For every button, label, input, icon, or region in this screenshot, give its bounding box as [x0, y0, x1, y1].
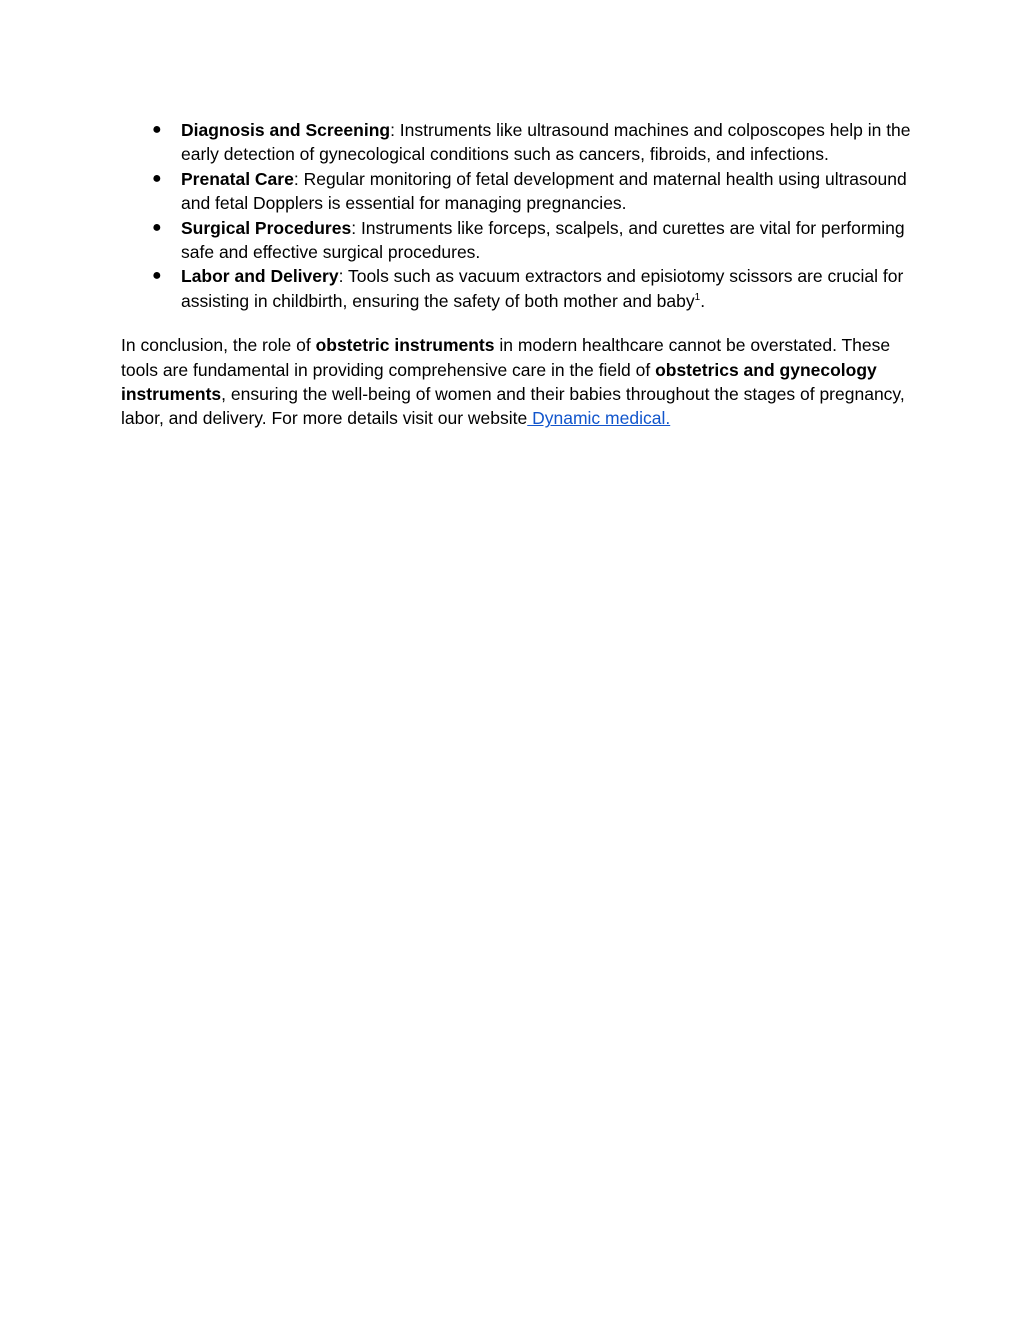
bullet-list	[121, 118, 911, 313]
list-item-text: : Tools such as vacuum extractors and episiotomy scissors are crucial for assisting in childbirth, ensuring the safety of both mother and baby	[181, 266, 904, 311]
conclusion-text-2: in modern healthcare cannot be overstated. These tools are fundamental in providing comprehensive care in the field of	[121, 335, 891, 380]
website-link[interactable]: Dynamic medical.	[527, 408, 671, 429]
list-item-title: Diagnosis and Screening	[181, 120, 391, 140]
bullet-icon: ●	[152, 121, 162, 138]
list-item-title: Prenatal Care	[181, 168, 294, 189]
list-item-text: : Regular monitoring of fetal development and maternal health using ultrasound and fetal Dopplers is essential for managing pregnancies.	[181, 168, 907, 214]
conclusion-text-3: , ensuring the well-being of women and their babies throughout the stages of pregnancy, labor, and delivery. For more details visit our website	[121, 384, 905, 429]
list-item	[121, 264, 911, 313]
list-item	[121, 118, 911, 167]
list-item	[121, 167, 911, 216]
document-page	[121, 118, 911, 431]
list-item-text: : Instruments like ultrasound machines and colposcopes help in the early detection of gynecological conditions such as cancers, fibroids, and infections.	[181, 120, 911, 165]
conclusion-bold-2: obstetrics and gynecology instruments	[121, 359, 877, 405]
conclusion-paragraph	[121, 333, 911, 431]
list-item-title: Labor and Delivery	[181, 266, 339, 287]
bullet-icon: ●	[152, 267, 162, 285]
conclusion-text-1: In conclusion, the role of	[121, 335, 316, 356]
list-item-text: : Instruments like forceps, scalpels, and curettes are vital for performing safe and effective surgical procedures.	[181, 217, 905, 263]
bullet-icon: ●	[152, 218, 162, 236]
list-item-tail: .	[700, 290, 706, 311]
list-item-title: Surgical Procedures	[181, 217, 352, 238]
list-item	[121, 216, 911, 265]
bullet-icon: ●	[152, 169, 162, 187]
footnote-reference[interactable]: 1	[694, 292, 701, 304]
conclusion-bold-1: obstetric instruments	[315, 335, 495, 356]
